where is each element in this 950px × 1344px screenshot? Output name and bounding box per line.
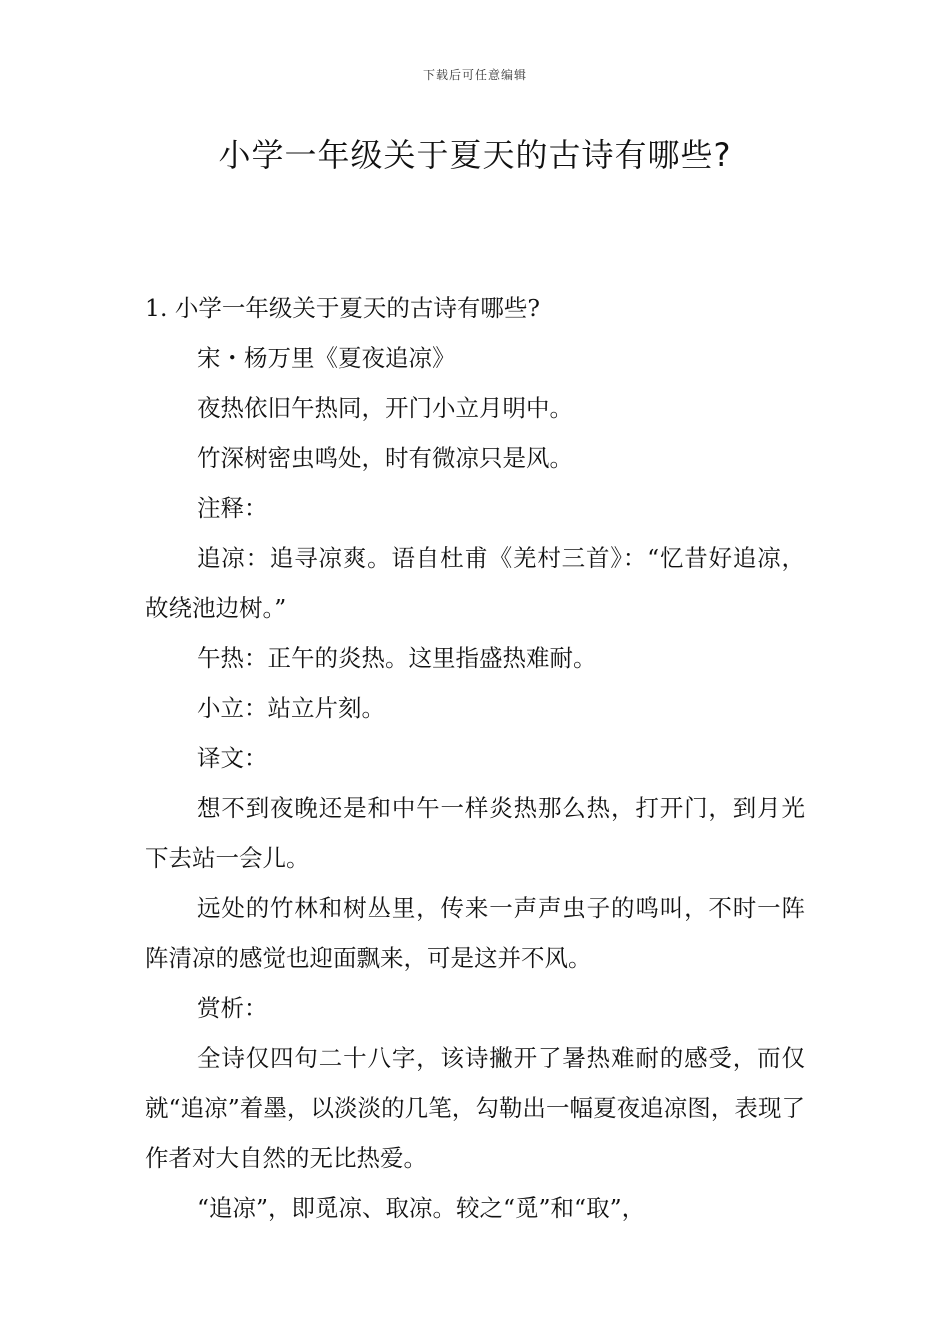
paragraph-notes-heading: 注释：: [197, 494, 268, 522]
paragraph-analysis-2: “追凉”，即觅凉、取凉。较之“觅”和“取”，: [197, 1194, 646, 1222]
paragraph-translation-heading: 译文：: [197, 744, 268, 772]
paragraph-question: 1. 小学一年级关于夏天的古诗有哪些?: [145, 294, 540, 322]
document-body: [145, 283, 805, 1233]
header-note: 下载后可任意编辑: [422, 68, 527, 82]
paragraph-poem-author: 宋・杨万里《夏夜追凉》: [197, 344, 456, 372]
paragraph-translation-2: 远处的竹林和树丛里，传来一声声虫子的鸣叫，不时一阵阵清凉的感觉也迎面飘来，可是这并不风。: [145, 894, 805, 972]
document-title: 小学一年级关于夏天的古诗有哪些?: [218, 136, 732, 174]
paragraph-analysis-1: 全诗仅四句二十八字，该诗撇开了暑热难耐的感受，而仅就“追凉”着墨，以淡淡的几笔，勾勒出一幅夏夜追凉图，表现了作者对大自然的无比热爱。: [145, 1044, 805, 1172]
paragraph-poem-line-2: 竹深树密虫鸣处，时有微凉只是风。: [197, 444, 573, 472]
paragraph-note-xiaoli: 小立：站立片刻。: [197, 694, 385, 722]
paragraph-analysis-heading: 赏析：: [197, 994, 268, 1022]
paragraph-translation-1: 想不到夜晚还是和中午一样炎热那么热，打开门，到月光下去站一会儿。: [145, 794, 805, 872]
paragraph-poem-line-1: 夜热依旧午热同，开门小立月明中。: [197, 394, 573, 422]
paragraph-note-wure: 午热：正午的炎热。这里指盛热难耐。: [197, 644, 597, 672]
paragraph-note-zhuiliang: 追凉：追寻凉爽。语自杜甫《羌村三首》：“忆昔好追凉，故绕池边树。”: [145, 544, 805, 622]
